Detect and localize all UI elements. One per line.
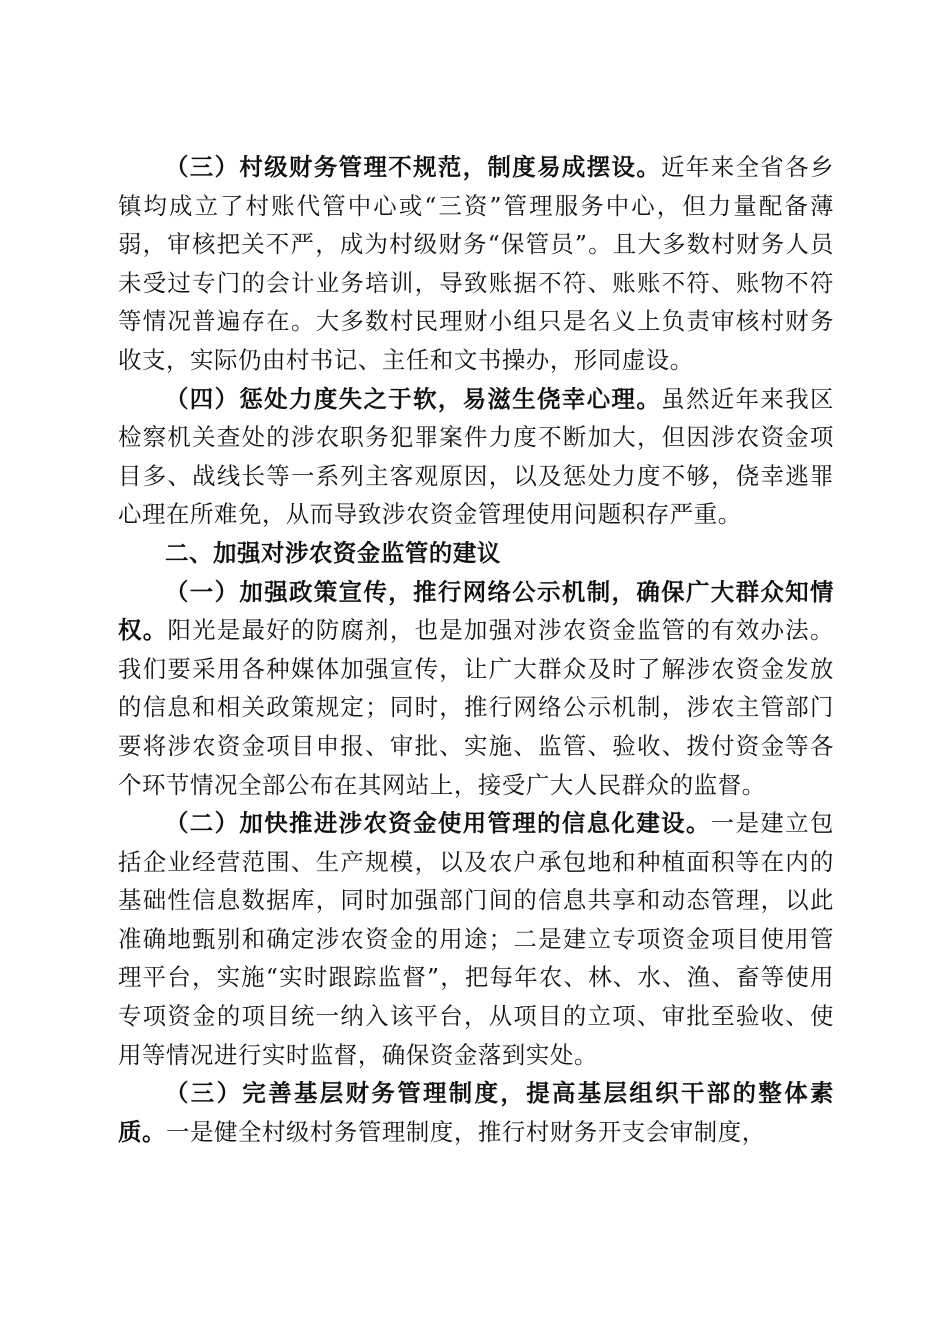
paragraph-lead: （三）村级财务管理不规范，制度易成摆设。 xyxy=(165,153,662,181)
paragraph-body: 虽然近年来我区检察机关查处的涉农职务犯罪案件力度不断加大，但因涉农资金项目多、战线长等一系列主客观原因，以及惩处力度不够，侥幸逃罪心理在所难免，从而导致涉农资金管理使用问题积存严重。 xyxy=(118,384,835,529)
paragraph-village-finance xyxy=(118,148,834,380)
paragraph-informatization xyxy=(118,804,834,1074)
paragraph-body: 一是健全村级村务管理制度，推行村财务开支会审制度， xyxy=(165,1117,766,1146)
document-page xyxy=(118,148,834,1151)
paragraph-lead: （一）加强政策宣传，推行网络公示机制，确保广大群众知情权。 xyxy=(118,577,834,645)
paragraph-lead: （二）加快推进涉农资金使用管理的信息化建设。 xyxy=(165,809,711,838)
paragraph-body: 近年来全省各乡镇均成立了村账代管中心或“三资”管理服务中心，但力量配备薄弱，审核把关不严，成为村级财务“保管员”。且大多数村财务人员未受过专门的会计业务培训，导致账据不符、账账不符、账物不符等情况普遍存在。大多数村民理财小组只是名义上负责审核村财务收支，实际仍由村书记、主任和文书操办，形同虚设。 xyxy=(118,153,835,374)
paragraph-grassroots-finance xyxy=(118,1074,834,1151)
paragraph-punishment xyxy=(118,380,834,534)
section-heading: 二、加强对涉农资金监管的建议 xyxy=(165,538,501,567)
paragraph-lead: （四）惩处力度失之于软，易滋生侥幸心理。 xyxy=(165,384,662,413)
paragraph-body: 一是建立包括企业经营范围、生产规模，以及农户承包地和种植面积等在内的基础性信息数据库，同时加强部门间的信息共享和动态管理，以此准确地甄别和确定涉农资金的用途；二是建立专项资金项目使用管理平台，实施“实时跟踪监督”，把每年农、林、水、渔、畜等使用专项资金的项目统一纳入该平台，从项目的立项、审批至验收、使用等情况进行实时监督，确保资金落到实处。 xyxy=(118,809,835,1069)
paragraph-policy-publicity xyxy=(118,573,834,805)
paragraph-body: 阳光是最好的防腐剂，也是加强对涉农资金监管的有效办法。我们要采用各种媒体加强宣传，让广大群众及时了解涉农资金发放的信息和相关政策规定；同时，推行网络公示机制，涉农主管部门要将涉农资金项目申报、审批、实施、监管、验收、拨付资金等各个环节情况全部公布在其网站上，接受广大人民群众的监督。 xyxy=(118,616,834,799)
paragraph-lead: （三）完善基层财务管理制度，提高基层组织干部的整体素质。 xyxy=(118,1079,834,1146)
